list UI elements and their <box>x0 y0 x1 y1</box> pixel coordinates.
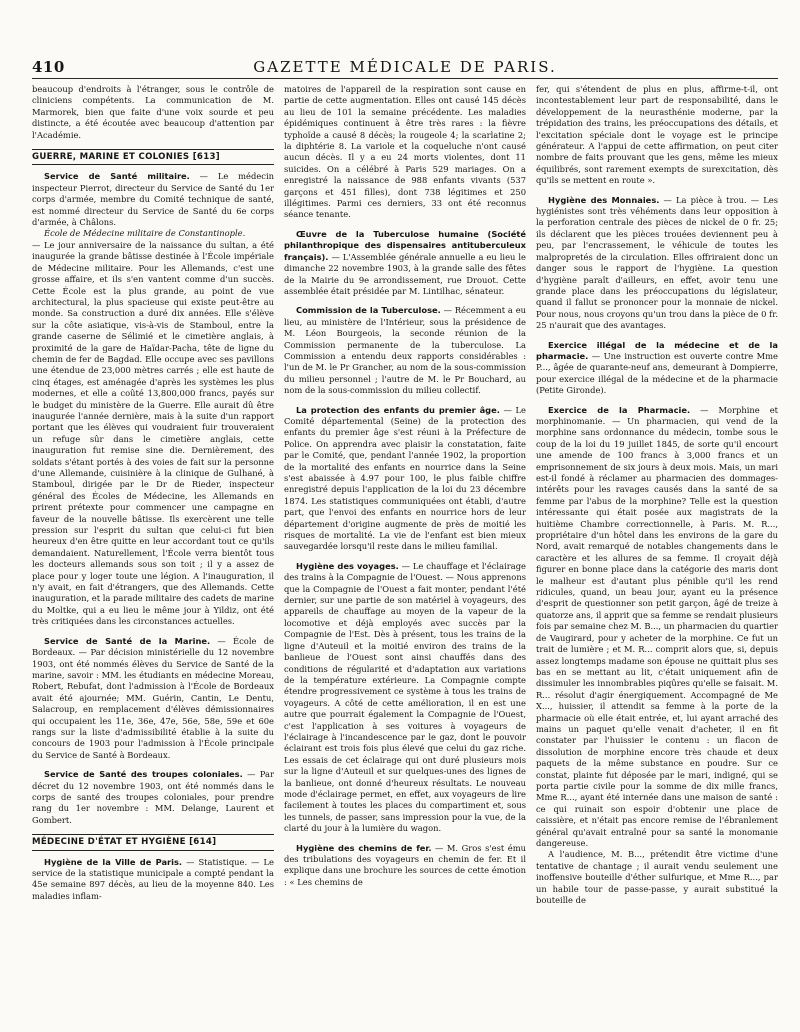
article-body: — M. Gros s'est ému des tribulations des voyageurs en chemin de fer. Et il explique dans une brochure les sources de cette émotion : « Les chemins de <box>284 842 526 887</box>
article-body: — Morphine et morphinomanie. — Un pharmacien, qui vend de la morphine sans ordonnance du médecin, tombe sous le coup de la loi du 19 juillet 1845, de sorte qu'il encourt une amende de 100 francs à 3,000 francs et un emprisonnement de six jours à deux mois. Mais, un mari est-il fondé à réclamer au pharmacien des dommages-intérêts pour les ravages causés dans la santé de sa femme par l'abus de la morphine? Telle est la question intéressante qui était posée aux magistrats de la huitième Chambre correctionnelle, à Paris. M. R..., propriétaire d'un hôtel dans les environs de la gare du Nord, avait remarqué de notables changements dans le caractère et les allures de sa femme. Il croyait déjà figurer en bonne place dans la catégorie des maris dont le malheur est d'autant plus pénible qu'il les rend ridicules, quand, un beau jour, ayant eu la présence d'esprit de questionner son petit garçon, âgé de treize à quatorze ans, il apprit que sa femme se rendait plusieurs fois par semaine chez M. B..., un pharmacien du quartier de Vaugirard, pour y acheter de la morphine. Ce fut un trait de lumière ; et M. R... comprit alors que, si, depuis assez longtemps madame son épouse ne quittait plus ses bas en se mettant au lit, c'était uniquement afin de dissimuler les innombrables piqûres qu'elle se faisait. M. R... résolut d'agir énergiquement. Accompagné de Me X..., huissier, il attendit sa femme à la porte de la pharmacie où elle était entrée, et, lui ayant arraché des mains un paquet qu'elle venait d'acheter, il en fit constater par l'huissier le contenu : un flacon de dissolution de morphine encore très chaude et deux paquets de la même substance en poudre. Sur ce constat, plainte fut déposée par le mari, indigné, qui se porta partie civile pour la somme de dix mille francs, Mme R..., ayant été internée dans une maison de santé : ce qui ruinait son espoir d'obtenir une place de caissière, et n'était pas encore remise de l'ébranlement général qu'avait entraîné pour sa santé la monomanie dangereuse. <box>536 404 778 848</box>
article-body: — Par décret du 12 novembre 1903, ont été nommés dans le corps de santé des troupes coloniales, pour prendre rang du 1er novembre : MM. Delange, Laurent et Gombert. <box>32 769 274 825</box>
article-body: matoires de l'appareil de la respiration sont cause en partie de cette augmentation. Elles ont causé 145 décès au lieu de 101 la semaine précédente. Les maladies épidémiques continuent à être très rares : la fièvre typhoïde a causé 8 décès; la rougeole 4; la scarlatine 2; la diphtérie 8. La variole et la coqueluche n'ont causé aucun décès. Il y a eu 24 morts violentes, dont 11 suicides. On a célébré à Paris 529 mariages. On a enregistré la naissance de 988 enfants vivants (537 garçons et 451 filles), dont 738 légitimes et 250 illégitimes. Parmi ces derniers, 33 ont été reconnus séance tenante. <box>284 84 526 220</box>
section-heading: GUERRE, MARINE ET COLONIES [613] <box>32 149 274 165</box>
article-body: beaucoup d'endroits à l'étranger, sous le contrôle de cliniciens compétents. La communication de M. Marmorek, bien que faite d'une voix sourde et peu distincte, a été écoutée avec beaucoup d'attention par l'Académie. <box>32 84 274 140</box>
article-title: Exercice illégal de la médecine et de la pharmacie. <box>536 339 778 361</box>
article-title: Exercice de la Pharmacie. <box>548 404 691 415</box>
article-paragraph <box>284 84 526 221</box>
page-header <box>32 56 778 79</box>
article-paragraph <box>284 843 526 889</box>
section-heading: MÉDECINE D'ÉTAT ET HYGIÈNE [614] <box>32 834 274 850</box>
article-body: — Le médecin inspecteur Pierrot, directeur du Service de Santé du 1er corps d'armée, membre du Comité technique de santé, est nommé directeur du Service de Santé du 6e corps d'armée, à Châlons. <box>32 171 274 228</box>
article-paragraph <box>284 229 526 297</box>
article-paragraph <box>536 340 778 397</box>
text-columns <box>32 84 780 1028</box>
article-body: — Le jour anniversaire de la naissance du sultan, a été inaugurée la grande bâtisse destinée à l'École impériale de Médecine militaire. Pour les Allemands, c'est une grosse affaire, et ils s'en vantent comme d'un succès. Cette École est la plus grande, au point de vue architectural, la plus spacieuse qui existe peut-être au monde. Sa construction a duré dix années. Elle s'élève sur la côte asiatique, vis-à-vis de Stamboul, entre la grande caserne de Sélimié et le cimetière anglais, à proximité de la gare de Haïdar-Pacha, tête de ligne du chemin de fer de Bagdad. Elle occupe avec ses pavillons une étendue de 23,000 mètres carrés ; elle est haute de cinq étages, est aménagée d'après les systèmes les plus modernes, et elle a coûté 13,800,000 francs, payés sur le budget du ministère de la Guerre. Elle aurait dû être inaugurée l'année dernière, mais à la suite d'un rapport portant que les élèves qui voudraient fuir trouveraient un refuge sûr dans le cimetière anglais, cette inauguration fut remise sine die. Dernièrement, des soldats s'étant portés à des voies de fait sur la personne d'une Allemande, cuisinière à la clinique de Gulhané, à Stamboul, dirigée par le Dr de Rieder, inspecteur général des Écoles de Médecine, les Allemands en prirent prétexte pour commencer une campagne en faveur de la nouvelle bâtisse. Ils exercèrent une telle pression sur l'esprit du sultan que celui-ci fut bien heureux d'en être quitte en leur accordant tout ce qu'ils demandaient. Naturellement, l'École verra bientôt tous les docteurs allemands sous son toit ; il y a assez de place pour y loger toute une légion. A l'inauguration, il n'y avait, en fait d'étrangers, que des Allemands. Cette inauguration, et la parade militaire des cadets de marine du Moltke, qui a eu lieu le même jour à Yildiz, ont été très critiquées dans les circonstances actuelles. <box>32 239 274 627</box>
column-middle <box>284 84 526 1028</box>
article-paragraph <box>536 849 778 906</box>
article-body: — Le chauffage et l'éclairage des trains à la Compagnie de l'Ouest. — Nous apprenons que la Compagnie de l'Ouest a fait monter, pendant l'été dernier, sur une partie de son matériel à voyageurs, des appareils de chauffage au moyen de la vapeur de la locomotive et déjà employés avec succès par la Compagnie de l'Est. Dès à présent, tous les trains de la ligne d'Auteuil et la moitié environ des trains de la banlieue de l'Ouest sont ainsi chauffés dans des conditions de régularité et d'adaptation aux variations de la température extérieure. La Compagnie compte étendre progressivement ce système à tous les trains de voyageurs. A côté de cette amélioration, il en est une autre que pourrait également la Compagnie de l'Ouest, c'est l'application à ses voitures à voyageurs de l'éclairage à l'incandescence par le gaz, dont le pouvoir éclairant est trois fois plus élevé que celui du gaz riche. Les essais de cet éclairage qui ont duré plusieurs mois sur la ligne d'Auteuil et sur quelques-unes des lignes de la banlieue, ont donné d'heureux résultats. Le nouveau mode d'éclairage permet, en effet, aux voyageurs de lire facilement à toutes les places du compartiment et, sous les tunnels, de passer, sans impression pour la vue, de la clarté du jour à la lumière du wagon. <box>284 560 526 834</box>
article-paragraph <box>32 636 274 761</box>
article-title: Hygiène des Monnaies. <box>548 194 660 205</box>
column-right <box>536 84 778 1028</box>
article-title: Service de Santé de la Marine. <box>44 635 211 646</box>
article-paragraph <box>536 84 778 187</box>
article-paragraph <box>284 561 526 835</box>
article-paragraph <box>32 857 274 903</box>
article-title: Hygiène des voyages. <box>296 560 399 571</box>
article-paragraph <box>32 171 274 228</box>
article-body: — La pièce à trou. — Les hygiénistes sont très véhéments dans leur opposition à la perforation centrale des pièces de nickel de 0 fr. 25; ils déclarent que les pièces trouées deviennent peu à peu, par l'encrassement, le véhicule de toutes les malpropretés de la circulation. Elles offriraient donc un danger sous le rapport de l'hygiène. La question d'hygiène paraît d'ailleurs, en effet, avoir tenu une grande place dans les préoccupations du législateur, quand il fallut se prononcer pour la monnaie de nickel. Pour nous, nous croyons qu'un trou dans la pièce de 0 fr. 25 n'aurait que des avantages. <box>536 194 778 331</box>
article-paragraph <box>32 240 274 628</box>
article-body: — Une instruction est ouverte contre Mme P..., âgée de quarante-neuf ans, demeurant à Dompierre, pour exercice illégal de la médecine et de la pharmacie (Petite Gironde). <box>536 350 778 396</box>
article-title: Hygiène de la Ville de Paris. <box>44 856 183 867</box>
article-title: La protection des enfants du premier âge. <box>296 404 500 415</box>
article-body: — Récemment a eu lieu, au ministère de l'Intérieur, sous la présidence de M. Léon Bourgeois, la seconde réunion de la Commission permanente de la tuberculose. La Commission a entendu deux rapports considérables : l'un de M. le Pr Grancher, au nom de la sous-commission du milieu personnel ; l'autre de M. le Pr Bouchard, au nom de la sous-commission du milieu collectif. <box>284 305 526 396</box>
column-left <box>32 84 274 1028</box>
article-body: — Le Comité départemental (Seine) de la protection des enfants du premier âge s'est réuni à la Préfecture de Police. On apprendra avec plaisir la constatation, faite par le Comité, que, pendant l'année 1902, la proportion de la mortalité des enfants en nourrice dans la Seine s'est abaissée à 4.97 pour 100, le plus faible chiffre enregistré depuis l'application de la loi du 23 décembre 1874. Les statistiques communiquées ont établi, d'autre part, que l'envoi des enfants en nourrice hors de leur département d'origine augmente de près de moitié les risques de mortalité. La vie de l'enfant est bien mieux sauvegardée lorsqu'il reste dans le milieu familial. <box>284 404 526 552</box>
subheading: École de Médecine militaire de Constantinople. <box>44 228 246 239</box>
article-body: A l'audience, M. B..., prétendit être victime d'une tentative de chantage ; il aurait vendu seulement une inoffensive bouteille d'éther sulfurique, et Mme R..., par un habile tour de passe-passe, y aurait substitué la bouteille de <box>536 849 778 906</box>
article-title: Commission de la Tuberculose. <box>296 305 441 316</box>
article-title: Œuvre de la Tuberculose humaine (Société philanthropique des dispensaires antituberculeux français). <box>284 228 526 262</box>
article-paragraph <box>536 405 778 850</box>
article-paragraph <box>284 405 526 553</box>
article-body: — École de Bordeaux. — Par décision ministérielle du 12 novembre 1903, ont été nommés élèves du Service de Santé de la marine, savoir : MM. les étudiants en médecine Moreau, Robert, Rebufat, dont l'admission à l'École de Bordeaux avait été ajournée; MM. Guérin, Cantin, Le Dentu, Salacroup, en remplacement d'élèves démissionnaires qui occupaient les 11e, 36e, 47e, 56e, 58e, 59e et 60e rangs sur la liste d'admissibilité établie à la suite du concours de 1903 pour l'admission à l'École principale du Service de Santé à Bordeaux. <box>32 635 274 760</box>
article-paragraph <box>32 769 274 826</box>
article-body: fer, qui s'étendent de plus en plus, affirme-t-il, ont incontestablement leur part de responsabilité, dans le développement de la neurasthénie moderne, par la trépidation des trains, les préoccupations des détails, et l'excitation spéciale dont le voyage est le principe générateur. A l'appui de cette affirmation, on peut citer nombre de faits prouvant que les gens, même les mieux équilibrés, sont rarement exempts de surexcitation, dès qu'ils se mettent en route ». <box>536 84 778 186</box>
article-title: Service de Santé des troupes coloniales. <box>44 769 243 780</box>
article-body: — Statistique. — Le service de la statistique municipale a compté pendant la 45e semaine 897 décès, au lieu de la moyenne 840. Les maladies inflam- <box>32 856 274 901</box>
article-title: Hygiène des chemins de fer. <box>296 842 432 853</box>
article-paragraph <box>32 84 274 141</box>
article-paragraph <box>536 195 778 332</box>
article-title: Service de Santé militaire. <box>44 171 190 182</box>
article-body: — L'Assemblée générale annuelle a eu lieu le dimanche 22 novembre 1903, à la grande salle des fêtes de la Mairie du 9e arrondissement, rue Drouot. Cette assemblée était présidée par M. Lintilhac, sénateur. <box>284 251 526 296</box>
journal-title: GAZETTE MÉDICALE DE PARIS. <box>253 58 557 76</box>
article-paragraph <box>284 305 526 396</box>
page-number: 410 <box>32 58 65 76</box>
